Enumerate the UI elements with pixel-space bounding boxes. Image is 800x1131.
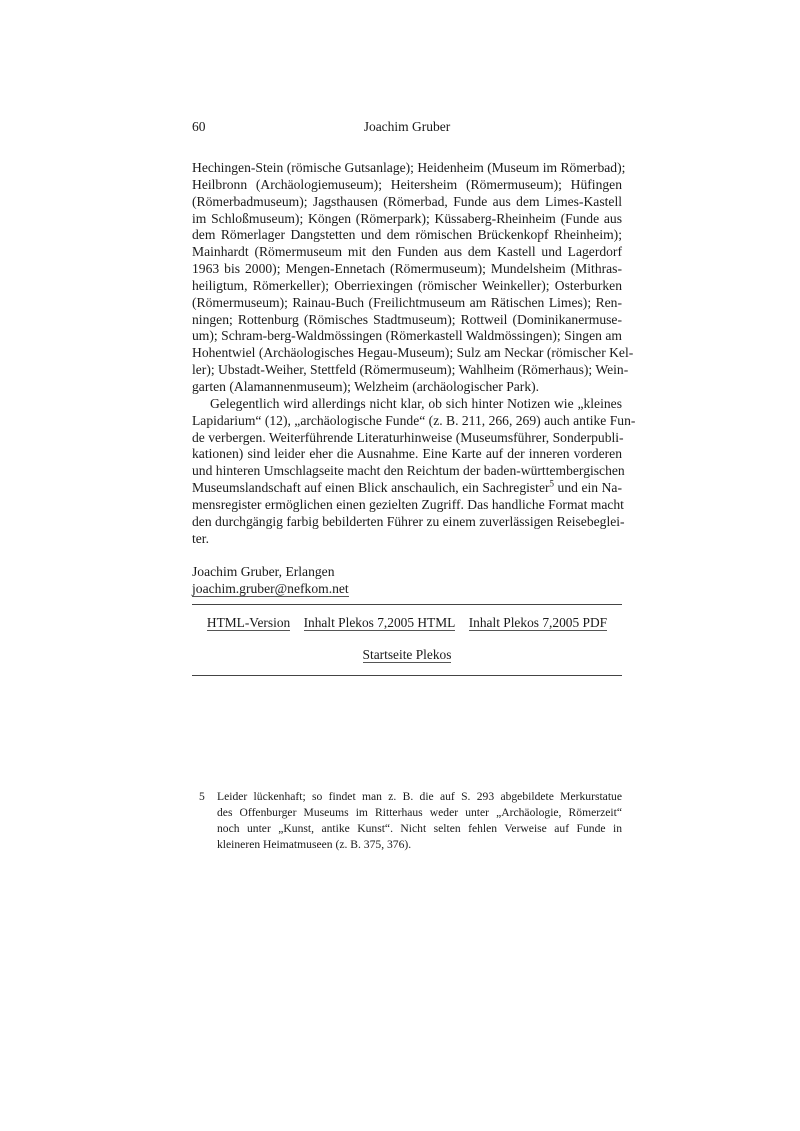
- html-version-link[interactable]: HTML-Version: [206, 615, 291, 630]
- footnote-line: des Offenburger Museums im Ritterhaus weder unter „Archäologie, Römerzeit“: [217, 806, 622, 819]
- text-line: im Schloßmuseum); Köngen (Römerpark); Küssaberg-Rheinheim (Funde aus: [192, 210, 622, 226]
- text-line: mensregister ermöglichen einen gezielten Zugriff. Das handliche Format macht: [192, 496, 624, 512]
- home-link[interactable]: Startseite Plekos: [362, 647, 452, 662]
- text-line: Hohentwiel (Archäologisches Hegau-Museum); Sulz am Neckar (römischer Kel-: [192, 345, 634, 361]
- footnote-line: Leider lückenhaft; so findet man z. B. die auf S. 293 abgebildete Merkurstatue: [217, 790, 622, 803]
- text-line: 1963 bis 2000); Mengen-Ennetach (Römermuseum); Mundelsheim (Mithras-: [192, 261, 622, 277]
- text-fragment: Museumslandschaft auf einen Blick anschaulich, ein Sachregister: [192, 480, 550, 496]
- contents-pdf-link[interactable]: Inhalt Plekos 7,2005 PDF: [468, 615, 608, 630]
- footnote-number: 5: [199, 790, 205, 803]
- text-line: Heilbronn (Archäologiemuseum); Heitersheim (Römermuseum); Hüfingen: [192, 176, 622, 192]
- text-line: und hinteren Umschlagseite macht den Reichtum der baden-württembergischen: [192, 463, 625, 479]
- text-line: de verbergen. Weiterführende Literaturhinweise (Museumsführer, Sonderpubli-: [192, 429, 624, 445]
- text-line: [192, 480, 622, 497]
- footnote-line: noch unter „Kunst, antike Kunst“. Nicht selten fehlen Verweise auf Funde in: [217, 822, 622, 835]
- text-line: Mainhardt (Römermuseum mit den Funden aus dem Kastell und Lagerdorf: [192, 244, 622, 260]
- nav-links: [192, 615, 622, 631]
- text-line: ler); Ubstadt-Weiher, Stettfeld (Römermuseum); Wahlheim (Römerhaus); Wein-: [192, 362, 629, 378]
- text-line: (Römerbadmuseum); Jagsthausen (Römerbad, Funde aus dem Limes-Kastell: [192, 193, 622, 209]
- text-line: ningen; Rottenburg (Römisches Stadtmuseum); Rottweil (Dominikanermuse-: [192, 311, 622, 327]
- running-head: Joachim Gruber: [363, 119, 451, 134]
- text-line: (Römermuseum); Rainau-Buch (Freilichtmuseum am Rätischen Limes); Ren-: [192, 294, 622, 310]
- divider: [192, 675, 622, 676]
- text-line: heiligtum, Römerkeller); Oberriexingen (römischer Weinkeller); Osterburken: [192, 277, 622, 293]
- contents-html-link[interactable]: Inhalt Plekos 7,2005 HTML: [303, 615, 456, 630]
- footnote-reference: 5: [549, 478, 555, 489]
- home-link-row: [192, 647, 622, 663]
- signature-name: Joachim Gruber, Erlangen: [192, 564, 335, 580]
- email-link[interactable]: joachim.gruber@nefkom.net: [192, 581, 349, 597]
- footnote-line: kleineren Heimatmuseen (z. B. 375, 376).: [217, 838, 412, 851]
- text-line: garten (Alamannenmuseum); Welzheim (archäologischer Park).: [192, 378, 540, 394]
- divider: [192, 604, 622, 605]
- text-line: Hechingen-Stein (römische Gutsanlage); Heidenheim (Museum im Römerbad);: [192, 160, 626, 175]
- text-line: ter.: [192, 530, 209, 546]
- text-line: kationen) sind leider eher die Ausnahme. Eine Karte auf der inneren vorderen: [192, 446, 622, 462]
- text-fragment: und ein Na-: [554, 480, 622, 496]
- page-number: 60: [192, 119, 206, 134]
- text-line: den durchgängig farbig bebilderten Führer zu einem zuverlässigen Reisebeglei-: [192, 513, 625, 529]
- text-line: um); Schram-berg-Waldmössingen (Römerkastell Waldmössingen); Singen am: [192, 328, 622, 344]
- text-line: Gelegentlich wird allerdings nicht klar, ob sich hinter Notizen wie „kleines: [210, 395, 622, 411]
- text-line: dem Römerlager Dangstetten und dem römischen Brückenkopf Rheinheim);: [192, 227, 622, 243]
- footnote: [199, 789, 622, 853]
- paragraph-museum-list: [192, 160, 636, 598]
- text-line: Lapidarium“ (12), „archäologische Funde“ (z. B. 211, 266, 269) auch antike Fun-: [192, 412, 636, 428]
